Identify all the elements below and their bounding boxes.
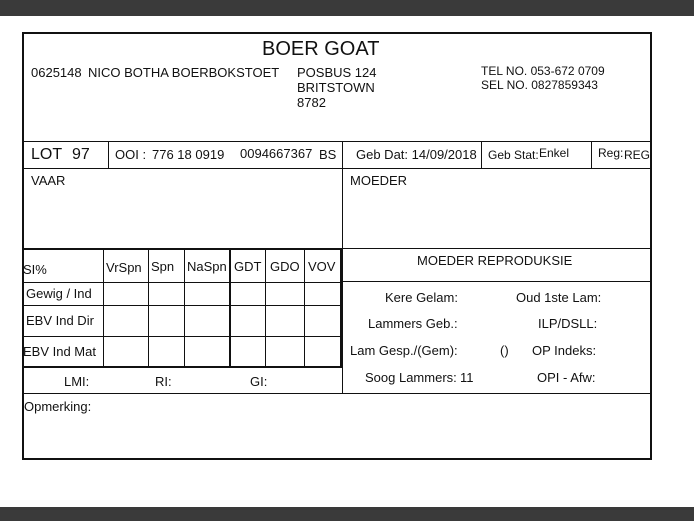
reproduksie-title: MOEDER REPRODUKSIE (417, 253, 573, 268)
divider-moeder (342, 248, 652, 249)
table-header-vrspn: VrSpn (106, 260, 142, 275)
table-row-gewig: Gewig / Ind (26, 286, 92, 301)
table-header-si: SI% (23, 262, 47, 277)
birth-status-value: Enkel (539, 146, 570, 160)
tel-number: TEL NO. 053-672 0709 (481, 64, 605, 78)
soog-lammers-label: Soog Lammers: (365, 370, 457, 385)
oud-1ste-lam-label: Oud 1ste Lam: (516, 290, 602, 305)
top-bar (0, 0, 694, 16)
ilp-dsll-label: ILP/DSLL: (538, 316, 598, 331)
breeder-id: 0625148 (31, 65, 82, 80)
divider-remarks (22, 393, 652, 394)
table-row-ebv-mat: EBV Ind Mat (23, 344, 96, 359)
lot-col-2 (481, 141, 482, 168)
table-col-5 (265, 249, 266, 367)
table-col-3 (184, 249, 185, 367)
page-title: BOER GOAT (262, 38, 380, 60)
lot-number: 97 (72, 146, 90, 163)
divider-header (22, 141, 652, 142)
lmi-label: LMI: (64, 374, 90, 389)
sel-number: SEL NO. 0827859343 (481, 78, 598, 92)
lot-card (22, 32, 652, 460)
center-divider (342, 141, 343, 393)
table-col-7 (340, 249, 342, 367)
table-row-line-2 (22, 336, 342, 337)
table-row-line-1 (22, 305, 342, 306)
bottom-bar (0, 507, 694, 521)
kere-gelam-label: Kere Gelam: (385, 290, 458, 305)
opmerking-label: Opmerking: (24, 399, 92, 414)
ooi-value: 776 18 0919 (152, 147, 225, 162)
moeder-label: MOEDER (350, 173, 408, 188)
lammers-geb-label: Lammers Geb.: (368, 316, 458, 331)
reg-label: Reg: (598, 146, 624, 160)
lam-gesp-label: Lam Gesp./(Gem): (350, 343, 458, 358)
address-line-1: POSBUS 124 (297, 65, 377, 80)
table-col-2 (148, 249, 149, 367)
table-bottom-line (22, 366, 342, 368)
opi-afw-label: OPI - Afw: (537, 370, 596, 385)
table-header-gdo: GDO (270, 259, 300, 274)
lot-label: LOT (31, 146, 63, 163)
table-header-line (22, 282, 342, 283)
soog-lammers-value: 11 (460, 370, 474, 385)
registration-id: 0094667367 (240, 146, 313, 161)
address-line-3: 8782 (297, 95, 326, 110)
table-header-gdt: GDT (234, 259, 262, 274)
table-header-naspn: NaSpn (187, 259, 227, 274)
table-row-ebv-dir: EBV Ind Dir (26, 313, 94, 328)
table-header-vov: VOV (308, 259, 336, 274)
ooi-label: OOI : (115, 147, 147, 162)
table-header-spn: Spn (151, 259, 175, 274)
divider-lot (22, 168, 652, 169)
op-indeks-label: OP Indeks: (532, 343, 597, 358)
ri-label: RI: (155, 374, 172, 389)
lam-gesp-value: () (500, 343, 509, 358)
gi-label: GI: (250, 374, 268, 389)
breeder-name: NICO BOTHA BOERBOKSTOET (88, 65, 280, 80)
lot-col-1 (108, 141, 109, 168)
registration-suffix: BS (319, 147, 337, 162)
birth-date: Geb Dat: 14/09/2018 (356, 147, 477, 162)
divider-reproduksie (342, 281, 652, 282)
lot-col-3 (591, 141, 592, 168)
table-col-6 (304, 249, 305, 367)
birth-status-label: Geb Stat: (488, 148, 539, 162)
table-top-line (22, 248, 342, 250)
vaar-label: VAAR (31, 173, 66, 188)
address-line-2: BRITSTOWN (297, 80, 375, 95)
table-col-1 (103, 249, 104, 367)
reg-value: REG (624, 148, 651, 162)
table-col-4 (229, 249, 231, 367)
